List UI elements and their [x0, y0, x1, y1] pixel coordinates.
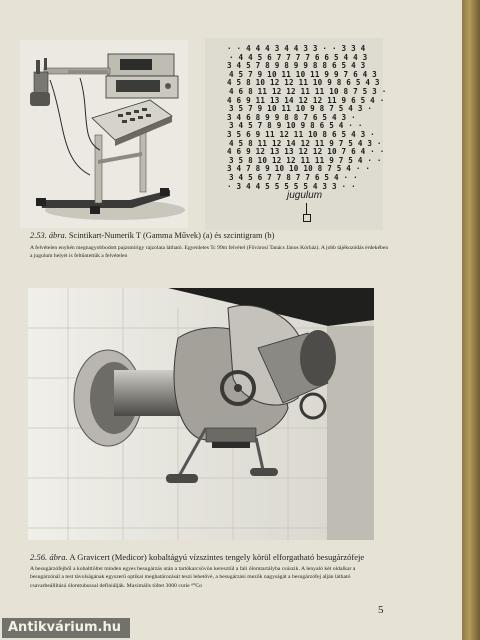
scintigram-row: 4 6 8 11 12 12 11 11 10 8 7 5 3 ·	[229, 87, 387, 96]
page-number: 5	[378, 604, 384, 616]
scintigram-row: 3 4 5 6 7 7 8 7 7 6 5 4 · ·	[229, 173, 358, 182]
scintigram-row: 4 6 9 11 13 14 12 12 11 9 6 5 4 ·	[227, 95, 385, 105]
scintigram-row: 3 4 7 8 9 10 10 10 8 7 5 4 · ·	[227, 164, 371, 174]
watermark-logo: Antikvárium.hu	[2, 618, 130, 638]
figure-a-title: Scintikart-Numerik T (Gamma Művek) (a) és szcintigram (b)	[68, 231, 275, 240]
scintigram-row: 4 5 8 10 12 12 11 10 9 8 6 5 4 3	[227, 78, 380, 88]
figure-b-label: 2.56. ábra.	[30, 552, 68, 562]
figure-b-title: A Gravicert (Medicor) kobaltágyú vízszintes tengely körül elforgatható besugárzófeje	[69, 552, 365, 562]
scintigram-row: · 4 4 5 6 7 7 7 7 6 6 5 4 4 3	[229, 52, 368, 62]
cobalt-unit-photo	[28, 288, 374, 540]
figure-a-caption	[30, 231, 390, 241]
scanner-photo	[20, 40, 188, 228]
scintigram-row: 3 4 6 8 9 9 8 8 7 6 5 4 3 ·	[227, 112, 356, 122]
book-spine	[462, 0, 480, 640]
scintigram-panel	[205, 38, 387, 230]
scintigram-row: 3 5 7 9 10 11 10 9 8 7 5 4 3 ·	[229, 104, 373, 114]
scintigram-row: 4 5 7 9 10 11 10 11 9 9 7 6 4 3	[229, 69, 377, 79]
scintigram-row: 3 4 5 7 8 9 10 9 8 6 5 4 · ·	[229, 121, 363, 131]
scintigram-row: 4 5 8 11 12 14 12 11 9 7 5 4 3 ·	[229, 138, 382, 148]
figure-b-caption	[30, 552, 430, 562]
scintigram-row: · · 4 4 4 3 4 4 3 3 · · 3 3 4	[227, 44, 366, 53]
scintigram-row: 3 5 6 9 11 12 11 10 8 6 5 4 3 ·	[227, 130, 375, 139]
scintigram-row: 3 5 8 10 12 12 11 11 9 7 5 4 · ·	[229, 155, 382, 165]
figure-a-description: A felvételen enyhén megnagyobbodott pajzsmirigy rajzolata látható. Egyenletes Tc 99m felvétel (Fővárosi Tanács János Kórház). A jobb tájékozódás érdekében a jugulum helyét is feltüntettük a felvételen	[30, 245, 389, 260]
scintigram-row: 4 6 9 12 13 13 12 12 10 7 6 4 · ·	[227, 147, 385, 157]
scintigram-row: 3 4 5 7 8 9 8 9 9 8 8 6 5 4 3	[227, 61, 366, 71]
jugulum-label: jugulum	[287, 190, 323, 201]
figure-b-description: A besugárzófejből a kobalttöltet minden egyes besugárzás után a tartókarcsövön keresztül a fali ólomtartályba csúszik. A lenyaló két oldalkar a besugárzónál a test távolságának egyszerű optikai meghatározását teszi lehetővé, a besugárzási mezők nagyságát a besugárzófej alján látható csavarbeállítású ólomtubussal definiálják. Maximális töltet 3000 curie ⁶⁰Co	[30, 566, 356, 589]
figure-a-label: 2.53. ábra.	[30, 231, 67, 240]
scintigram-row: · 3 4 4 5 5 5 5 5 4 3 3 · ·	[227, 181, 356, 191]
jugulum-marker-box	[303, 214, 311, 222]
jugulum-marker-line	[306, 203, 307, 214]
